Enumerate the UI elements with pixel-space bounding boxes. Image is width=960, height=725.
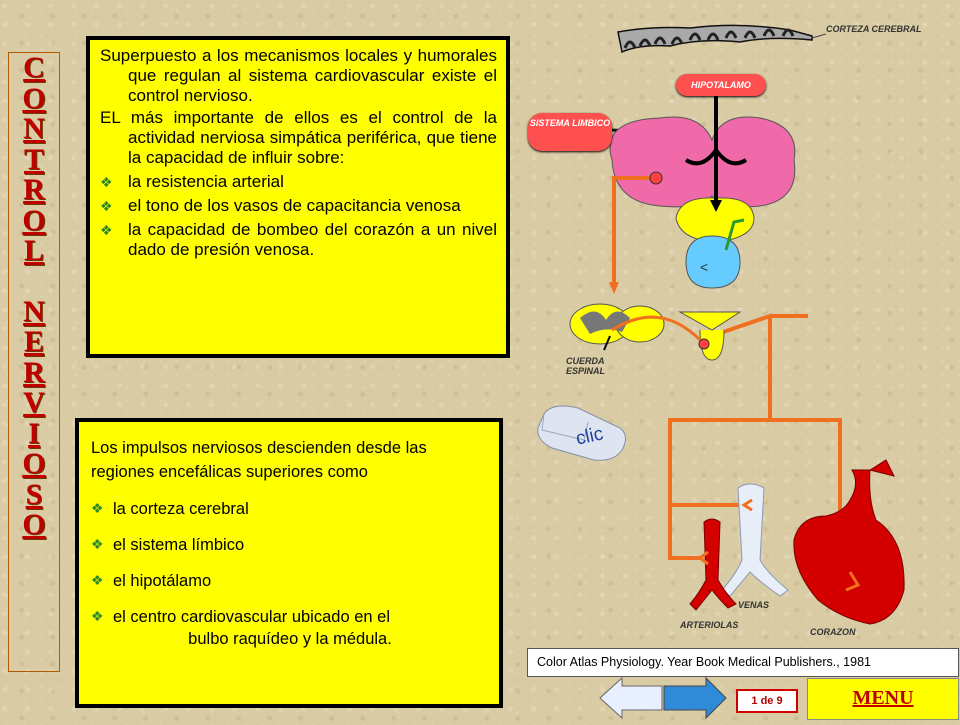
list-item-text: el hipotálamo — [113, 572, 212, 590]
title-letter: O — [22, 81, 46, 115]
menu-label: MENU — [852, 687, 914, 709]
title-letter: O — [22, 508, 46, 541]
list-item — [100, 220, 497, 260]
list-item — [100, 196, 497, 216]
list-item-text: el tono de los vasos de capacitancia venosa — [128, 196, 461, 215]
title-letter: R — [23, 173, 45, 206]
page-indicator: 1 de 9 — [736, 689, 798, 713]
spinal-cord-label: CUERDA ESPINAL — [566, 356, 606, 376]
veins-label: VENAS — [738, 600, 770, 610]
list-item — [91, 534, 489, 556]
citation: Color Atlas Physiology. Year Book Medical Publishers., 1981 — [527, 648, 959, 677]
previous-slide-button[interactable] — [600, 678, 662, 718]
veins-illustration — [722, 484, 788, 596]
intro-text-box — [86, 36, 510, 358]
impulses-text-box — [75, 418, 503, 708]
arterioles-label: ARTERIOLAS — [680, 620, 739, 630]
diamond-bullet-icon: ❖ — [91, 572, 104, 588]
title-letter: S — [25, 477, 43, 511]
title-letter: V — [23, 386, 45, 419]
impulses-intro: Los impulsos nerviosos descienden desde las regiones encefálicas superiores como — [91, 439, 427, 481]
nervous-control-diagram — [520, 0, 960, 645]
limbic-system-label: SISTEMA LIMBICO — [528, 113, 612, 151]
diamond-bullet-icon: ❖ — [100, 198, 113, 214]
spinal-cord-illustration — [570, 304, 740, 360]
title-letter: N — [23, 294, 45, 328]
heart-label: CORAZON — [810, 627, 856, 637]
list-item-text: la capacidad de bombeo del corazón a un nivel dado de presión venosa. — [128, 220, 497, 259]
diamond-bullet-icon: ❖ — [91, 500, 104, 516]
navigation-arrows — [598, 676, 728, 720]
svg-text:<: < — [700, 259, 709, 275]
diamond-bullet-icon: ❖ — [100, 222, 113, 238]
diamond-bullet-icon: ❖ — [100, 174, 113, 190]
list-item-text: la corteza cerebral — [113, 500, 249, 518]
title-letter: R — [23, 355, 45, 389]
list-item-text: la resistencia arterial — [128, 172, 284, 191]
intro-paragraph: Superpuesto a los mecanismos locales y humorales que regulan al sistema cardiovascular existe el control nervioso. — [100, 46, 497, 105]
title-letter: T — [23, 142, 44, 176]
cortex-label: CORTEZA CEREBRAL — [826, 24, 922, 34]
vertical-title — [8, 52, 60, 672]
next-slide-button[interactable] — [664, 678, 726, 718]
sympathetic-paragraph: EL más importante de ellos es el control de la actividad nerviosa simpática periférica, que tiene la capacidad de influir sobre: — [100, 108, 497, 167]
list-item-text: el centro cardiovascular ubicado en el — [113, 608, 390, 626]
diamond-bullet-icon: ❖ — [91, 608, 104, 624]
list-item — [91, 570, 489, 592]
title-letter: O — [22, 203, 46, 237]
title-letter: O — [22, 447, 46, 480]
list-item — [91, 498, 489, 520]
list-item-text: el sistema límbico — [113, 536, 245, 554]
diamond-bullet-icon: ❖ — [91, 536, 104, 552]
title-letter: N — [23, 112, 45, 145]
menu-button[interactable] — [807, 678, 959, 720]
title-letter: E — [23, 325, 44, 358]
list-item-continuation: bulbo raquídeo y la médula. — [188, 630, 392, 648]
arterioles-illustration — [690, 519, 736, 610]
list-item — [100, 172, 497, 192]
pons-illustration — [686, 236, 740, 288]
click-label: clic — [574, 423, 606, 450]
click-mouse-button[interactable] — [532, 400, 632, 470]
list-item — [91, 606, 489, 628]
title-letter: I — [28, 416, 40, 450]
hypothalamus-label: HIPOTALAMO — [676, 74, 766, 96]
title-letter: L — [23, 234, 44, 267]
cerebral-cortex-illustration — [618, 25, 826, 52]
title-letter: C — [23, 51, 45, 84]
heart-illustration — [794, 470, 904, 624]
